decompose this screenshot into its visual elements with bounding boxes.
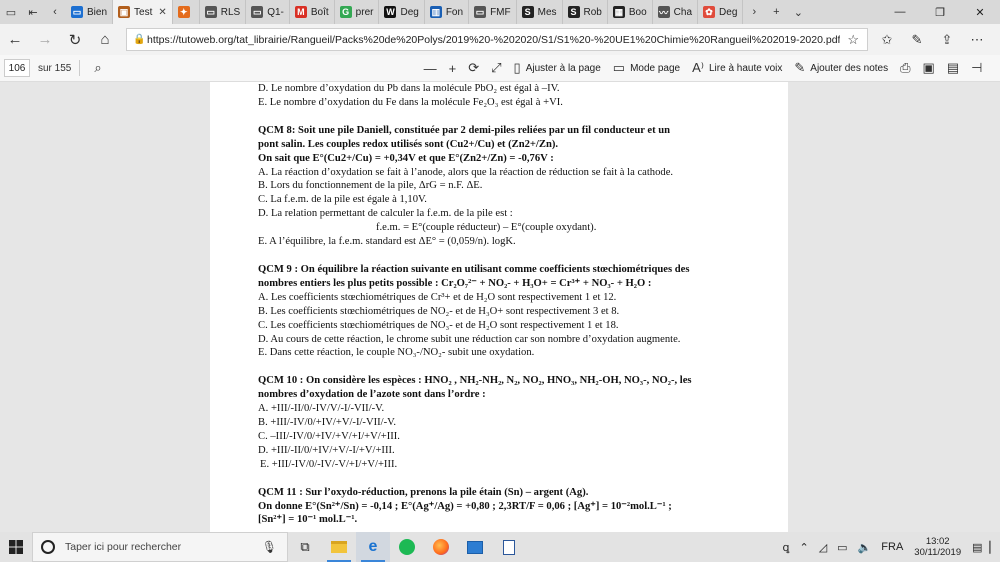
- document-line: D. Le nombre d’oxydation du Pb dans la molécule PbO₂ est égal à –IV.: [258, 83, 560, 94]
- browser-tab[interactable]: [379, 0, 424, 24]
- network-icon[interactable]: ◿: [818, 541, 828, 554]
- save-button[interactable]: [917, 55, 941, 82]
- clock-date: 30/11/2019: [914, 547, 962, 558]
- browser-tab[interactable]: [246, 0, 290, 24]
- tab-label: Bien: [87, 6, 108, 18]
- pin-toolbar-button[interactable]: [965, 55, 988, 82]
- read-aloud-label: Lire à haute voix: [708, 62, 783, 74]
- print-icon: ⎙: [900, 60, 911, 75]
- taskbar-explorer[interactable]: [322, 532, 356, 562]
- page-number-input[interactable]: 106: [4, 59, 30, 77]
- windows-logo-icon: [9, 540, 23, 554]
- tab-favicon-icon: ▭: [475, 6, 485, 17]
- tab-favicon-icon: W: [386, 7, 395, 17]
- spotify-icon: [399, 539, 415, 555]
- tab-label: Boo: [628, 6, 647, 18]
- browser-tab[interactable]: [66, 0, 113, 24]
- scroll-tabs-right-icon[interactable]: ›: [752, 6, 757, 18]
- tab-label: Cha: [673, 6, 693, 18]
- share-icon[interactable]: ⇪: [941, 31, 953, 47]
- expand-icon: ⤢: [491, 60, 502, 75]
- browser-tab[interactable]: [113, 0, 173, 24]
- page-mode-label: Mode page: [630, 62, 681, 74]
- scroll-tabs-left-icon[interactable]: ‹: [53, 6, 57, 18]
- document-line: On donne E°(Sn²⁺/Sn) = -0,14 ; E°(Ag⁺/Ag) = +0,80 ; 2,3RT/F = 0,06 ; [Ag⁺] = 10⁻²mol.L⁻¹ ;: [258, 500, 672, 512]
- notes-pen-icon[interactable]: ✎: [911, 31, 923, 47]
- notifications-icon[interactable]: ▤: [972, 541, 983, 554]
- file-explorer-icon: [331, 541, 347, 553]
- tab-label: RLS: [220, 6, 241, 18]
- browser-tab[interactable]: [290, 0, 335, 24]
- tab-list: [66, 0, 743, 24]
- document-line: QCM 8: Soit une pile Daniell, constituée par 2 demi-piles reliées par un fil conducteur et un: [258, 124, 671, 136]
- browser-tab[interactable]: [517, 0, 563, 24]
- read-aloud-icon: A⁾: [692, 60, 704, 75]
- document-line: E. A l’équilibre, la f.e.m. standard est ΔE° = (0,059/n). logK.: [258, 236, 516, 248]
- paragraph-gap: [258, 472, 788, 486]
- microphone-icon[interactable]: 🎙: [261, 540, 277, 554]
- book-icon: ▭: [612, 60, 626, 75]
- tab-favicon-icon: G: [340, 6, 352, 18]
- document-line: D. Au cours de cette réaction, le chrome subit une réduction car son nombre d’oxydation augmente.: [258, 333, 681, 345]
- taskbar-search-placeholder: Taper ici pour rechercher: [65, 541, 182, 553]
- browser-tab[interactable]: [563, 0, 608, 24]
- show-desktop[interactable]: ▏: [989, 541, 998, 554]
- address-bar-row: [0, 24, 1000, 55]
- window-controls: [880, 0, 1000, 24]
- tab-label: prer: [355, 6, 374, 18]
- pen-icon: ✎: [794, 60, 806, 75]
- taskbar: [0, 532, 1000, 562]
- zoom-in-button[interactable]: [443, 55, 463, 82]
- task-view-icon: ⧉: [300, 539, 310, 554]
- document-line: [Sn²⁺] = 10⁻¹ mol.L⁻¹.: [258, 514, 358, 526]
- tab-favicon-icon: ▭: [206, 6, 215, 17]
- page-total: sur 155: [38, 62, 72, 74]
- system-tray: [778, 532, 1000, 562]
- toolbar-divider: [79, 60, 80, 76]
- tab-favicon-icon: ✦: [178, 6, 190, 18]
- home-icon[interactable]: ⌂: [100, 31, 110, 48]
- taskbar-firefox[interactable]: [424, 532, 458, 562]
- fit-page-button[interactable]: [508, 55, 607, 82]
- task-view-button[interactable]: [288, 532, 322, 562]
- taskbar-app[interactable]: [458, 532, 492, 562]
- document-line: A. +III/-II/0/-IV/V/-I/-VII/-V.: [258, 403, 385, 415]
- browser-tab[interactable]: [335, 0, 380, 24]
- add-notes-button[interactable]: [788, 55, 894, 82]
- document-line: E. Dans cette réaction, le couple NO₃-/NO₂- subit une oxydation.: [258, 347, 535, 359]
- document-line: QCM 11 : Sur l’oxydo-réduction, prenons la pile étain (Sn) – argent (Ag).: [258, 486, 589, 498]
- tab-menu-chevron-icon[interactable]: ⌄: [793, 6, 803, 19]
- fullscreen-button[interactable]: [485, 55, 507, 82]
- search-button[interactable]: [88, 55, 107, 82]
- tab-favicon-icon: ▥: [431, 6, 441, 17]
- new-tab-icon[interactable]: +: [773, 6, 780, 18]
- browser-tab[interactable]: [425, 0, 469, 24]
- tab-favicon-icon: ▭: [72, 6, 82, 17]
- tab-favicon-icon: ▦: [614, 6, 624, 17]
- people-icon[interactable]: ꝗ: [782, 541, 790, 554]
- rotate-icon: ⟳: [468, 60, 480, 75]
- document-line: B. Lors du fonctionnement de la pile, ΔrG = n.F. ΔE.: [258, 180, 483, 192]
- back-icon[interactable]: ←: [7, 31, 23, 48]
- document-line: E. Le nombre d’oxydation du Fe dans la molécule Fe₂O₃ est égal à +VI.: [258, 96, 563, 108]
- close-tab-icon[interactable]: ✕: [158, 6, 167, 18]
- volume-icon[interactable]: 🔈: [857, 541, 872, 554]
- document-line: D. La relation permettant de calculer la f.e.m. de la pile est :: [258, 208, 513, 220]
- url-field[interactable]: [126, 28, 868, 51]
- document-line: C. –III/-IV/0/+IV/+V/+I/+V/+III.: [258, 430, 400, 442]
- document-line: pont salin. Les couples redox utilisés sont (Cu2+/Cu) et (Zn2+/Zn).: [258, 138, 559, 150]
- tab-label: Deg: [719, 6, 738, 18]
- minus-icon: —: [423, 60, 437, 76]
- document-line: C. La f.e.m. de la pile est égale à 1,10V.: [258, 194, 427, 206]
- save-icon: ▣: [922, 60, 935, 75]
- tab-preview-icon[interactable]: ▭: [5, 6, 17, 19]
- more-menu-icon[interactable]: ⋯: [970, 31, 984, 47]
- clock-time: 13:02: [925, 536, 950, 547]
- tab-favicon-icon: 〰: [659, 7, 669, 18]
- lock-icon: 🔒: [133, 34, 146, 45]
- browser-tab[interactable]: [608, 0, 653, 24]
- page-mode-button[interactable]: [607, 55, 686, 82]
- document-line: On sait que E°(Cu2+/Cu) = +0,34V et que E°(Zn2+/Zn) = -0,76V :: [258, 152, 554, 164]
- document-line: C. Les coefficients stœchiométriques de NO₃- et de H₂O sont respectivement 1 et 18.: [258, 319, 619, 331]
- tab-favicon-icon: ✿: [703, 6, 715, 18]
- favorite-star-icon[interactable]: ☆: [847, 31, 859, 47]
- browser-tab[interactable]: [469, 0, 517, 24]
- restore-icon[interactable]: ❐: [935, 6, 945, 19]
- search-icon: ⌕: [94, 60, 102, 75]
- tab-label: Deg: [400, 6, 419, 18]
- tab-favicon-icon: M: [295, 6, 307, 18]
- tab-favicon-icon: ▭: [252, 6, 262, 17]
- zoom-out-button[interactable]: [418, 55, 443, 82]
- document-line: f.e.m. = E°(couple réducteur) – E°(couple oxydant).: [376, 222, 597, 234]
- tab-favicon-icon: ▣: [119, 6, 129, 17]
- pdf-toolbar: [0, 55, 1000, 82]
- document-line: E. +III/-IV/0/-IV/-V/+I/+V/+III.: [260, 458, 398, 470]
- document-line: B. Les coefficients stœchiométriques de NO₂- et de H₃O+ sont respectivement 3 et 8.: [258, 305, 620, 317]
- minimize-icon[interactable]: —: [894, 6, 906, 18]
- document-line: nombres d’oxydation de l’azote sont dans l’ordre :: [258, 389, 486, 401]
- tab-strip: [0, 0, 1000, 24]
- save-as-button[interactable]: [941, 55, 965, 82]
- tab-label: Q1-: [267, 6, 284, 18]
- firefox-icon: [433, 539, 449, 555]
- forward-icon[interactable]: →: [37, 31, 53, 48]
- document-line: B. +III/-IV/0/+IV/+V/-I/-VII/-V.: [258, 417, 397, 429]
- document-line: QCM 10 : On considère les espèces : HNO₂ , NH₂-NH₂, N₂, NO₂, HNO₃, NH₂-OH, NO₃-, NO₂-, les: [258, 375, 692, 387]
- clock[interactable]: [908, 536, 967, 558]
- document-line: A. La réaction d’oxydation se fait à l’anode, alors que la réaction de réduction se fait à la cathode.: [258, 166, 674, 178]
- start-button[interactable]: [0, 532, 32, 562]
- set-aside-tabs-icon[interactable]: ⇤: [28, 6, 38, 19]
- tab-label: Mes: [537, 6, 557, 18]
- document-line: D. +III/-II/0/+IV/+V/-I/+V/+III.: [258, 444, 395, 456]
- plus-icon: +: [448, 60, 457, 76]
- rotate-button[interactable]: [462, 55, 485, 82]
- paragraph-gap: [258, 110, 788, 124]
- document-line: A. Les coefficients stœchiométriques de Cr³+ et de H₂O sont respectivement 1 et 12.: [258, 291, 617, 303]
- show-hidden-icons-chevron-icon[interactable]: ⌃: [799, 541, 809, 554]
- tab-favicon-icon: S: [522, 6, 534, 18]
- print-button[interactable]: [894, 55, 916, 82]
- read-aloud-button[interactable]: [686, 55, 788, 82]
- fit-page-label: Ajuster à la page: [525, 62, 601, 74]
- url-text: https://tutoweb.org/tat_librairie/Rangueil/Packs%20de%20Polys/2019%20-%202020/S1/S1%20-%20UE1%20Chimie%20Rangueil%202019-2020.pdf: [147, 33, 841, 46]
- battery-icon[interactable]: ▭: [837, 541, 848, 554]
- paragraph-gap: [258, 360, 788, 374]
- browser-tab[interactable]: [173, 0, 200, 24]
- document-line: nombres entiers les plus petits possible : Cr₂O₇²⁻ + NO₂- + H₃O+ = Cr³⁺ + NO₃- + H₂O :: [258, 277, 652, 289]
- taskbar-word[interactable]: [492, 532, 526, 562]
- tab-label: Test: [134, 6, 153, 18]
- browser-actions: [872, 24, 992, 55]
- cortana-icon: [41, 540, 55, 554]
- tab-favicon-icon: S: [568, 6, 580, 18]
- pdf-page: [210, 82, 788, 532]
- language-indicator[interactable]: FRA: [881, 541, 904, 553]
- browser-tab[interactable]: [698, 0, 743, 24]
- pin-icon: ⊣: [971, 60, 983, 75]
- tab-label: FMF: [490, 6, 511, 18]
- tab-label: Rob: [583, 6, 602, 18]
- add-notes-label: Ajouter des notes: [810, 62, 889, 74]
- app-window-icon: [467, 541, 483, 554]
- taskbar-spotify[interactable]: [390, 532, 424, 562]
- save-as-icon: ▤: [946, 60, 960, 75]
- pdf-viewer[interactable]: [0, 82, 1000, 532]
- tab-label: Fon: [445, 6, 464, 18]
- edge-icon: e: [368, 538, 378, 555]
- fit-page-icon: ▯: [513, 60, 521, 75]
- paragraph-gap: [258, 249, 788, 263]
- close-window-icon[interactable]: ✕: [975, 6, 985, 19]
- refresh-icon[interactable]: ↻: [68, 31, 82, 49]
- browser-tab[interactable]: [653, 0, 698, 24]
- taskbar-edge[interactable]: [356, 532, 390, 562]
- document-icon: [503, 540, 515, 555]
- document-line: QCM 9 : On équilibre la réaction suivante en utilisant comme coefficients stœchiométriques des: [258, 263, 690, 275]
- browser-tab[interactable]: [200, 0, 246, 24]
- taskbar-search[interactable]: [32, 532, 288, 562]
- favorites-hub-icon[interactable]: ✩: [881, 31, 893, 47]
- tab-label: Boît: [310, 6, 329, 18]
